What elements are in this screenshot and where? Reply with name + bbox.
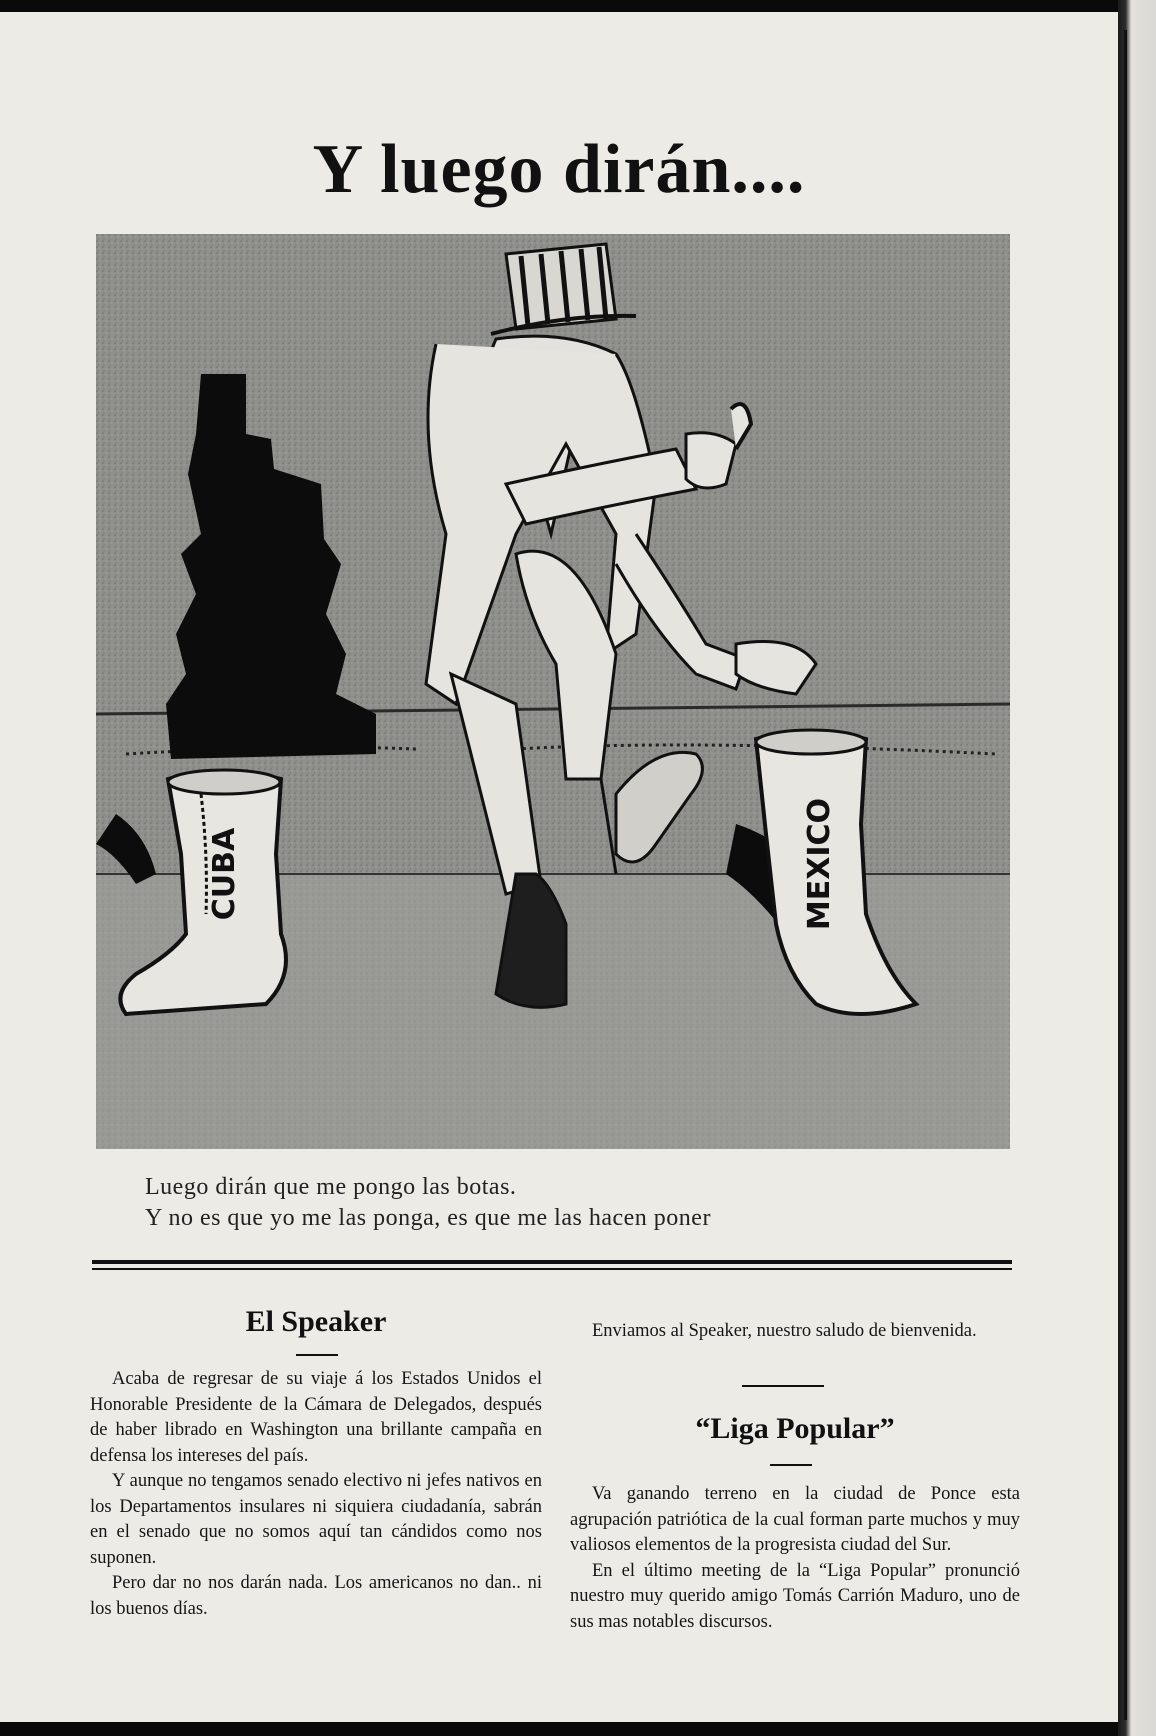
article-continuation <box>570 1319 1020 1345</box>
article-separator <box>742 1385 824 1387</box>
paragraph: Pero dar no nos darán nada. Los americanos no dan.. ni los buenos días. <box>90 1573 542 1619</box>
heading-dash <box>770 1464 812 1466</box>
article-body-speaker <box>90 1367 542 1622</box>
cartoon-caption-line2: Y no es que yo me las ponga, es que me las hacen poner <box>145 1205 711 1231</box>
boot-left-label: CUBA <box>207 827 242 921</box>
paragraph: Acaba de regresar de su viaje á los Estados Unidos el Honorable Presidente de la Cámara de Delegados, después de haber librado en Washington una brillante campaña en defensa los intereses del país. <box>90 1369 542 1466</box>
page-title: Y luego dirán.... <box>312 131 806 208</box>
page-edge-line <box>1124 30 1127 1720</box>
paragraph: Y aunque no tengamos senado electivo ni jefes nativos en los Departamentos insulares ni siquiera ciudadanía, sabrán en el senado que no somos aquí tan cándidos como nos suponen. <box>90 1471 542 1568</box>
paragraph: En el último meeting de la “Liga Popular” pronunció nuestro muy querido amigo Tomás Carrión Maduro, uno de sus mas notables discursos. <box>570 1560 1020 1632</box>
heading-dash <box>296 1354 338 1356</box>
newspaper-page <box>0 12 1118 1722</box>
cartoon-drawing <box>96 234 1010 1149</box>
section-divider-bottom <box>92 1268 1012 1270</box>
cartoon-illustration <box>96 234 1010 1149</box>
section-divider-top <box>92 1260 1012 1264</box>
article-body-liga-popular <box>570 1482 1020 1635</box>
paragraph: Enviamos al Speaker, nuestro saludo de bienvenida. <box>592 1321 977 1341</box>
paragraph: Va ganando terreno en la ciudad de Ponce esta agrupación patriótica de la cual forman parte muchos y muy valiosos elementos de la progresista ciudad del Sur. <box>570 1484 1020 1555</box>
article-heading-liga-popular: “Liga Popular” <box>695 1412 895 1445</box>
cartoon-caption-line1: Luego dirán que me pongo las botas. <box>145 1174 517 1200</box>
boot-right-label: MEXICO <box>802 797 837 931</box>
article-heading-speaker: El Speaker <box>245 1305 387 1338</box>
